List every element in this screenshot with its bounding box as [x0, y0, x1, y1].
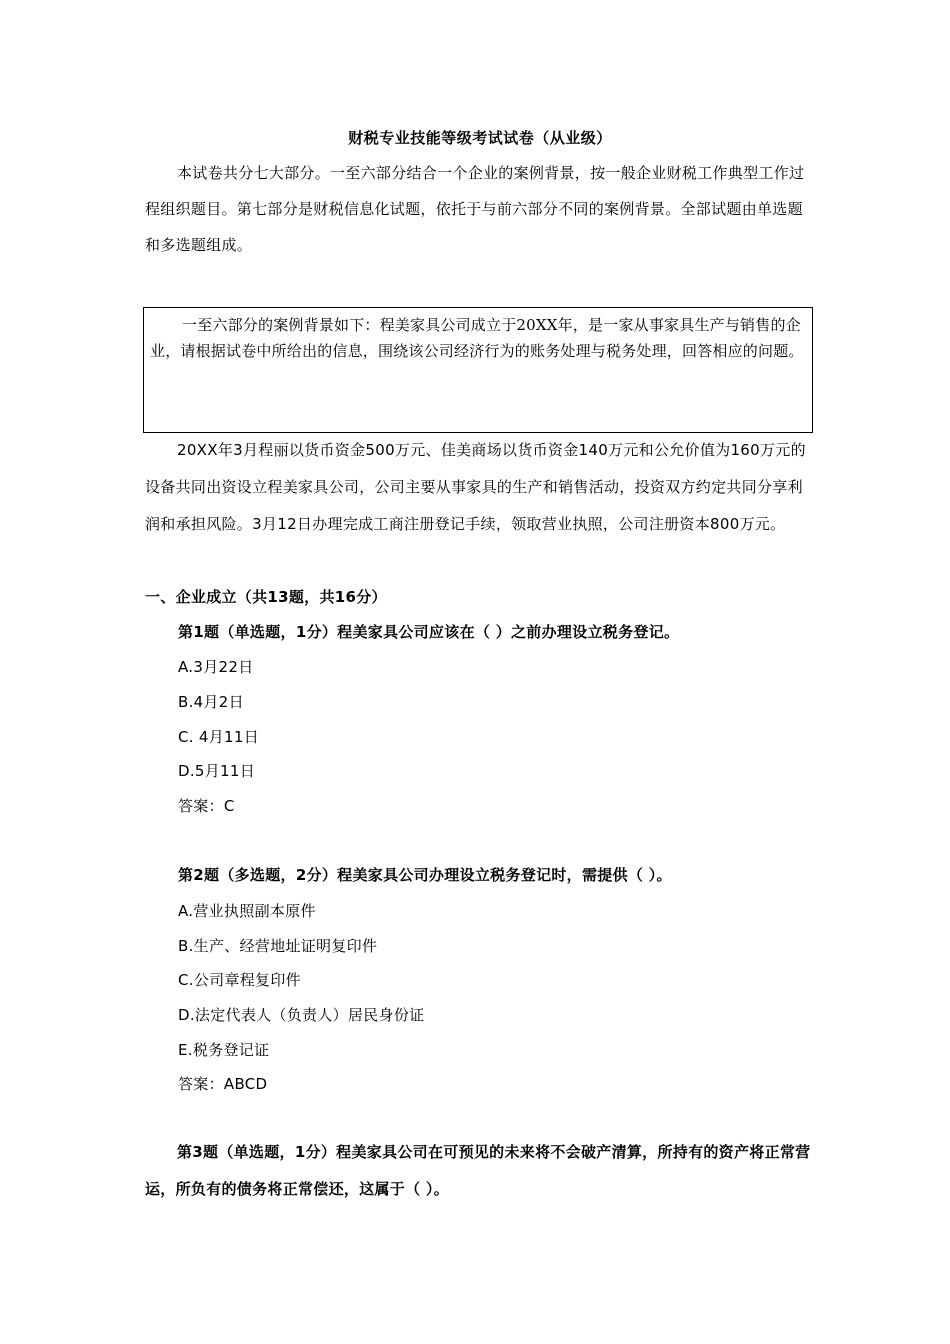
- q1-option-c: C. 4月11日: [178, 728, 260, 746]
- document-title: 财税专业技能等级考试试卷（从业级）: [348, 129, 612, 147]
- intro-paragraph: 本试卷共分七大部分。一至六部分结合一个企业的案例背景，按一般企业财税工作典型工作过程组织题目。第七部分是财税信息化试题，依托于与前六部分不同的案例背景。全部试题由单选题和多选题组成。: [145, 164, 805, 254]
- q1-option-a: A.3月22日: [178, 658, 254, 676]
- case-background-text: 一至六部分的案例背景如下：程美家具公司成立于20XX年，是一家从事家具生产与销售的企业，请根据试卷中所给出的信息，围绕该公司经济行为的账务处理与税务处理，回答相应的问题。: [150, 316, 804, 360]
- q2-option-a: A.营业执照副本原件: [178, 902, 316, 920]
- q1-option-d: D.5月11日: [178, 762, 256, 780]
- q1-stem: 第1题（单选题，1分）程美家具公司应该在（ ）之前办理设立税务登记。: [178, 623, 680, 641]
- q1-answer: 答案：C: [178, 797, 235, 815]
- q2-option-b: B.生产、经营地址证明复印件: [178, 937, 378, 955]
- case-background-box: [143, 307, 813, 433]
- q2-option-d: D.法定代表人（负责人）居民身份证: [178, 1006, 425, 1024]
- q2-answer: 答案：ABCD: [178, 1075, 268, 1093]
- q1-option-b: B.4月2日: [178, 693, 244, 711]
- q2-option-c: C.公司章程复印件: [178, 971, 301, 989]
- q3-stem: 第3题（单选题，1分）程美家具公司在可预见的未来将不会破产清算，所持有的资产将正常营运，所负有的债务将正常偿还，这属于（ ）。: [145, 1143, 811, 1198]
- section-heading: 一、企业成立（共13题，共16分）: [145, 588, 387, 606]
- q2-stem: 第2题（多选题，2分）程美家具公司办理设立税务登记时，需提供（ ）。: [178, 866, 672, 884]
- background-paragraph: 20XX年3月程丽以货币资金500万元、佳美商场以货币资金140万元和公允价值为160万元的设备共同出资设立程美家具公司，公司主要从事家具的生产和销售活动，投资双方约定共同分享利润和承担风险。3月12日办理完成工商注册登记手续，领取营业执照，公司注册资本800万元。: [145, 441, 806, 533]
- q2-option-e: E.税务登记证: [178, 1041, 270, 1059]
